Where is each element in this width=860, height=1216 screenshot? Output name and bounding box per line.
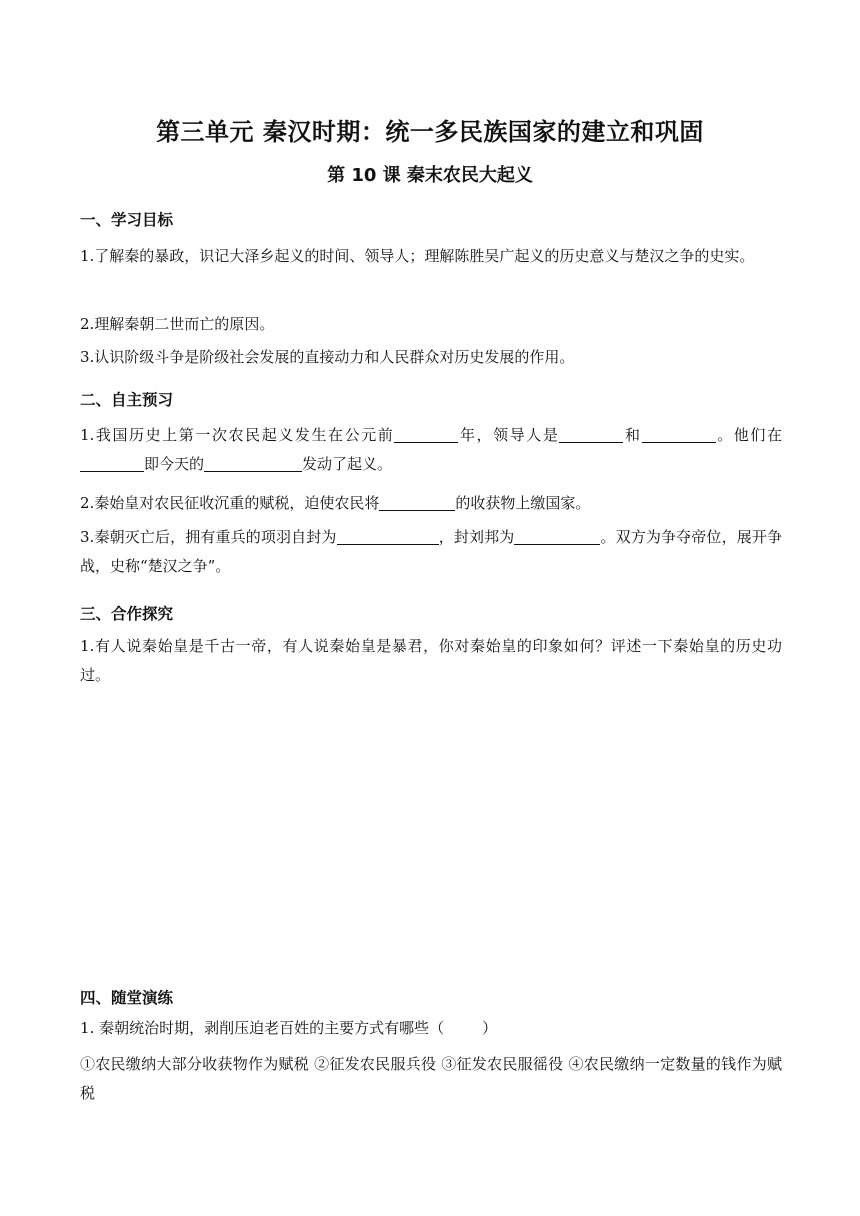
blank-year[interactable] bbox=[394, 424, 458, 443]
preview-question-1: 1.我国历史上第一次农民起义发生在公元前 年，领导人是 和 。他们在即今天的 发动了起义。 bbox=[80, 426, 782, 473]
blank-place-ancient[interactable] bbox=[80, 453, 144, 472]
practice-question-1-stem: 1. 秦朝统治时期，剥削压迫老百姓的主要方式有哪些（ ） bbox=[80, 1019, 498, 1037]
blank-leader-1[interactable] bbox=[559, 424, 623, 443]
preview-question-2: 2.秦始皇对农民征收沉重的赋税，迫使农民将 的收获物上缴国家。 bbox=[80, 494, 591, 512]
blank-place-modern[interactable] bbox=[204, 453, 302, 472]
section-heading-preview: 二、自主预习 bbox=[80, 391, 174, 409]
blank-liu-bang-title[interactable] bbox=[514, 526, 600, 545]
preview-question-3: 3.秦朝灭亡后，拥有重兵的项羽自封为 ，封刘邦为 。双方为争夺帝位，展开争战，史称“楚汉之争”。 bbox=[80, 528, 782, 575]
objective-item-1: 1.了解秦的暴政，识记大泽乡起义的时间、领导人；理解陈胜吴广起义的历史意义与楚汉之争的史实。 bbox=[80, 247, 755, 265]
section-heading-objectives: 一、学习目标 bbox=[80, 211, 174, 229]
unit-title: 第三单元 秦汉时期：统一多民族国家的建立和巩固 bbox=[156, 118, 704, 146]
practice-question-1-options: ①农民缴纳大部分收获物作为赋税 ②征发农民服兵役 ③征发农民服徭役 ④农民缴纳一定数量的钱作为赋税 bbox=[80, 1055, 782, 1102]
blank-xiang-yu-title[interactable] bbox=[337, 526, 439, 545]
inquiry-question-1: 1.有人说秦始皇是千古一帝，有人说秦始皇是暴君，你对秦始皇的印象如何？评述一下秦始皇的历史功过。 bbox=[80, 637, 782, 684]
blank-leader-2[interactable] bbox=[642, 424, 716, 443]
section-heading-inquiry: 三、合作探究 bbox=[80, 605, 174, 623]
lesson-title: 第 10 课 秦末农民大起义 bbox=[327, 165, 533, 186]
objective-item-3: 3.认识阶级斗争是阶级社会发展的直接动力和人民群众对历史发展的作用。 bbox=[80, 348, 575, 366]
objective-item-2: 2.理解秦朝二世而亡的原因。 bbox=[80, 315, 275, 333]
section-heading-practice: 四、随堂演练 bbox=[80, 989, 174, 1007]
blank-fraction[interactable] bbox=[379, 492, 455, 511]
